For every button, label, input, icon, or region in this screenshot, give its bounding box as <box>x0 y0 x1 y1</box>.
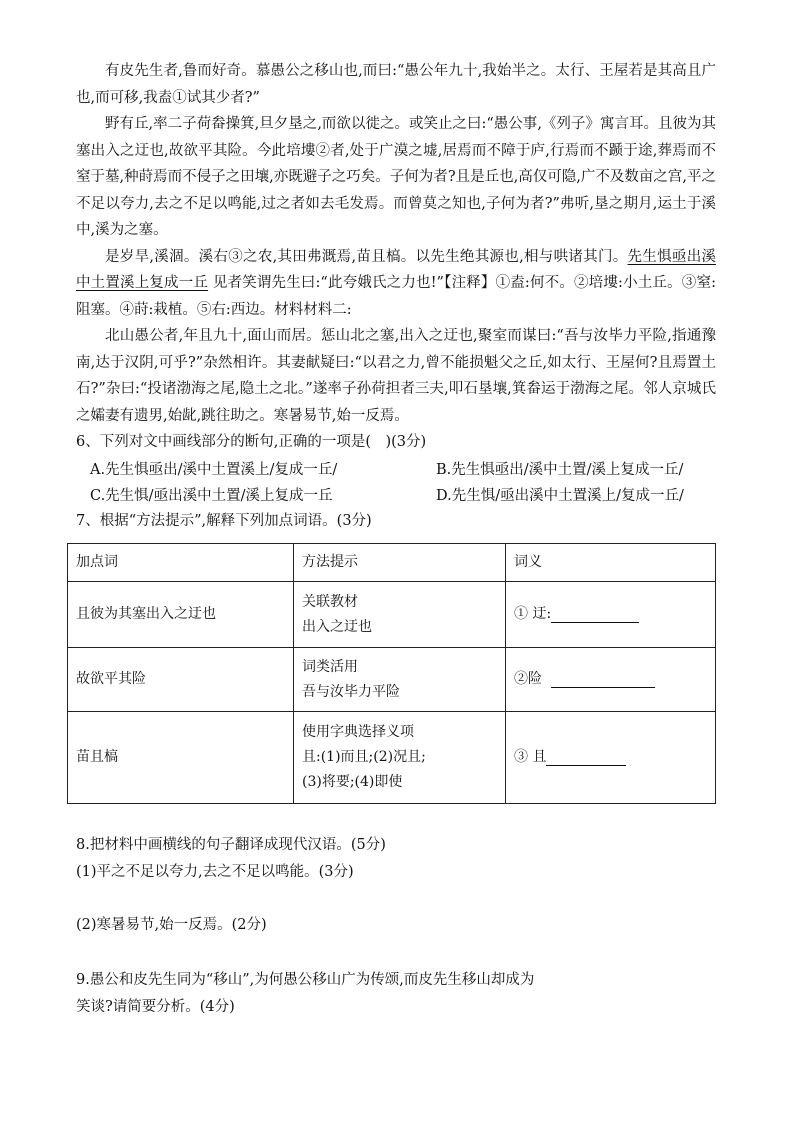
question-7-stem: 7、根据“方法提示”,解释下列加点词语。(3分) <box>76 513 372 529</box>
table-header-row <box>68 544 716 582</box>
question-9-line-2: 笑谈?请简要分析。(4分) <box>76 999 235 1015</box>
passage-notes: 见者笑谓先生曰:“此夸娥氏之力也!”【注释】①盍:何不。②培塿:小土丘。③窒:阻塞。④莳:栽植。⑤右:西边。材料材料二: <box>76 275 716 318</box>
passage-paragraph-3 <box>76 244 716 324</box>
question-6-stem: 6、下列对文中画线部分的断句,正确的一项是( )(3分) <box>76 434 427 450</box>
answer-blank[interactable] <box>551 671 655 688</box>
hint-line: 关联教材 <box>302 593 358 610</box>
row-word: 故欲平其险 <box>68 648 294 712</box>
header-hint: 方法提示 <box>294 544 506 582</box>
option-a[interactable]: A.先生惧亟出/溪中土置溪上/复成一丘/ <box>90 462 338 478</box>
row-word: 且彼为其塞出入之迂也 <box>68 582 294 648</box>
meaning-label: ③ 且 <box>514 749 547 765</box>
material-two-paragraph: 北山愚公者,年且九十,面山而居。惩山北之塞,出入之迂也,聚室而谋曰:“吾与汝毕力平险,指通豫南,达于汉阴,可乎?”杂然相许。其妻献疑曰:“以君之力,曾不能损魁父之丘,如太行、王屋何?且焉置土石?”杂曰:“投诸渤海之尾,隐土之北。”遂率子孙荷担者三夫,叩石垦壤,箕畚运于渤海之尾。邻人京城氏之孀妻有遗男,始龀,跳往助之。寒暑易节,始一反焉。 <box>76 328 716 424</box>
meaning-label: ②险 <box>514 671 542 687</box>
header-word: 加点词 <box>68 544 294 582</box>
header-meaning: 词义 <box>506 544 716 582</box>
question-6-options <box>76 457 716 536</box>
hint-line: 词类活用 <box>302 658 358 675</box>
row-word: 苗且槁 <box>68 712 294 804</box>
hint-line: 使用字典选择义项 <box>302 724 414 740</box>
meaning-label: ① 迂: <box>514 606 552 622</box>
row-meaning <box>506 648 716 712</box>
hint-line: 吾与汝毕力平险 <box>302 683 400 700</box>
table-row <box>68 712 716 804</box>
question-9-line-1: 9.愚公和皮先生同为“移山”,为何愚公移山广为传颂,而皮先生移山却成为 <box>76 972 535 988</box>
row-hint <box>294 712 506 804</box>
question-7-table <box>67 543 716 804</box>
question-8-sentence-1: (1)平之不足以夸力,去之不足以鸣能。(3分) <box>76 864 354 880</box>
passage-paragraph-1: 有皮先生者,鲁而好奇。慕愚公之移山也,而曰:“愚公年九十,我始半之。太行、王屋若是其高且广也,而可移,我盍①试其少者?” <box>76 63 716 106</box>
answer-blank[interactable] <box>551 606 639 623</box>
passage <box>76 58 716 534</box>
hint-line: 且:(1)而且;(2)况且; <box>302 749 426 765</box>
row-meaning <box>506 582 716 648</box>
option-d[interactable]: D.先生惧/亟出溪中土置溪上/复成一丘/ <box>436 488 684 504</box>
hint-text: 出入之迂也 <box>302 618 372 635</box>
option-b[interactable]: B.先生惧亟出/溪中土置/溪上复成一丘/ <box>436 462 684 478</box>
passage-paragraph-3-text: 是岁旱,溪涸。溪右③之农,其田弗溉焉,苗且槁。以先生绝其源也,相与哄诸其门。 <box>105 248 628 265</box>
underlined-sentence: 先生惧亟出溪中土置溪上复成一丘 <box>76 248 717 291</box>
row-hint <box>294 582 506 648</box>
table-row <box>68 582 716 648</box>
hint-line <box>302 615 497 640</box>
option-c[interactable]: C.先生惧/亟出溪中土置/溪上复成一丘 <box>90 488 333 504</box>
question-8-sentence-2: (2)寒暑易节,始一反焉。(2分) <box>76 917 267 933</box>
question-8-stem: 8.把材料中画横线的句子翻译成现代汉语。(5分) <box>76 837 386 853</box>
answer-blank[interactable] <box>546 749 626 766</box>
hint-line: (3)将要;(4)即使 <box>302 774 403 790</box>
passage-paragraph-2: 野有丘,率二子荷畚操箕,旦夕垦之,而欲以徙之。或笑止之曰:“愚公事,《列子》寓言耳。且彼为其塞出入之迂也,故欲平其险。今此培塿②者,处于广漠之墟,居焉而不障于庐,行焉而不踬于途,葬焉而不窒于墓,种莳焉而不侵子之田壤,亦既避子之巧矣。子何为者?且是丘也,高仅可隐,广不及数亩之宫,平之不足以夸力,去之不足以鸣能,过之者如去毛发焉。而曾莫之知也,子何为者?”弗听,垦之期月,运土于溪中,溪为之塞。 <box>76 116 716 238</box>
row-meaning <box>506 712 716 804</box>
row-hint <box>294 648 506 712</box>
table-row <box>68 648 716 712</box>
